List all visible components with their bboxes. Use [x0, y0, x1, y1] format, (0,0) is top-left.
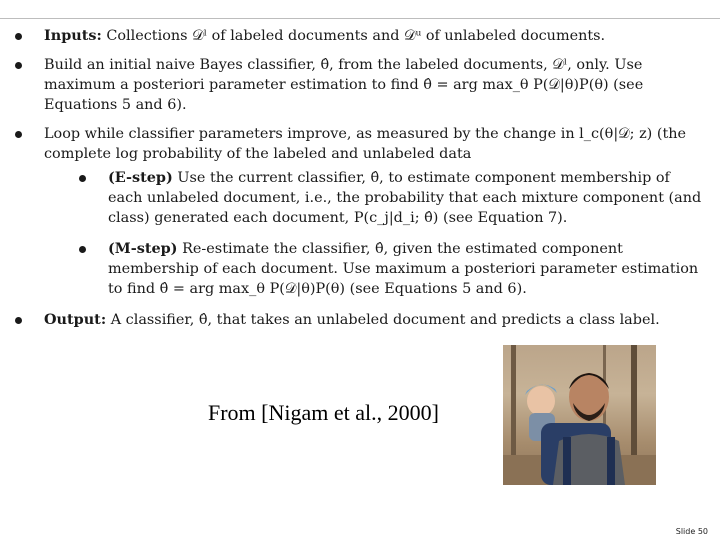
algorithm-step-loop — [12, 124, 708, 299]
bullet-icon — [15, 62, 22, 69]
algorithm-step-output — [12, 310, 708, 330]
author-photo-illustration — [503, 345, 656, 485]
step-keyword: (M-step) — [108, 240, 178, 257]
loop-substeps — [76, 168, 708, 299]
algorithm-m-step — [76, 239, 708, 299]
bullet-icon — [15, 131, 22, 138]
step-keyword: (E-step) — [108, 169, 173, 186]
citation: From [Nigam et al., 2000] — [208, 400, 439, 425]
backpack-strap — [607, 437, 615, 485]
author-photo — [503, 345, 656, 485]
step-text: Re-estimate the classifier, θ̂, given the estimated component membership of each document. Use maximum a posteriori parameter estimation to find θ̂ = arg max_θ P(𝒟|θ)P(θ) (see Equations 5 and 6). — [108, 241, 699, 297]
step-text: Use the current classifier, θ̂, to estimate component membership of each unlabeled document, i.e., the probability that each mixture component (and class) generated each document, P(c_j|d_i; θ̂) (see Equation 7). — [108, 170, 702, 226]
algorithm-e-step — [76, 168, 708, 228]
step-text: Collections 𝒟ˡ of labeled documents and 𝒟ᵘ of unlabeled documents. — [101, 28, 606, 44]
algorithm-step-initialize — [12, 55, 708, 115]
child-face — [527, 386, 555, 416]
backpack-strap — [563, 437, 571, 485]
bullet-icon — [79, 175, 86, 182]
slide-number: Slide 50 — [675, 527, 708, 536]
step-text: Build an initial naive Bayes classifier, θ̂, from the labeled documents, 𝒟ˡ, only. Use maximum a posteriori parameter estimation to find θ̂ = arg max_θ P(𝒟|θ)P(θ) (see Equations 5 and 6). — [44, 57, 644, 113]
step-text: Loop while classifier parameters improve, as measured by the change in l_c(θ|𝒟; z) (the complete log probability of the labeled and unlabeled data — [44, 126, 687, 162]
em-algorithm — [12, 26, 708, 339]
step-text: A classifier, θ̂, that takes an unlabeled document and predicts a class label. — [106, 312, 660, 328]
step-keyword: Inputs: — [44, 27, 102, 44]
step-keyword: Output: — [44, 311, 107, 328]
bullet-icon — [15, 33, 22, 40]
bullet-icon — [79, 246, 86, 253]
algorithm-step-inputs — [12, 26, 708, 46]
bullet-icon — [15, 317, 22, 324]
top-rule — [0, 18, 720, 19]
